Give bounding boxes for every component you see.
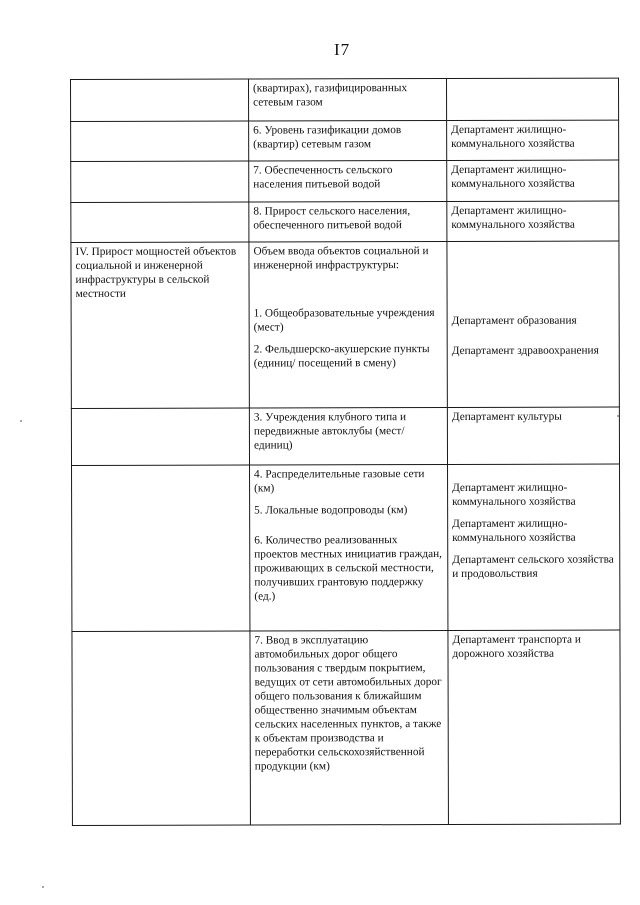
measure-text: 6. Уровень газификации домов (квартир) сетевым газом <box>253 124 402 151</box>
measure-text: 3. Учреждения клубного типа и передвижные автоклубы (мест/единиц) <box>253 411 407 452</box>
department-cell <box>447 201 619 241</box>
table-row <box>71 241 619 408</box>
department-text: Департамент образования <box>451 314 577 328</box>
indicator-cell: IV. Прирост мощностей объектов социальной и инженерной инфраструктуры в сельской местности <box>71 242 249 408</box>
measure-text: 8. Прирост сельского населения, обеспеченного питьевой водой <box>253 205 411 232</box>
indicator-cell <box>71 161 249 202</box>
program-indicators-table <box>70 78 621 826</box>
measure-cell <box>250 465 448 632</box>
department-text: Департамент транспорта и дорожного хозяйства <box>452 633 581 661</box>
measure-text: (квартирах), газифицированных сетевым газом <box>253 82 408 109</box>
table-row <box>71 78 619 121</box>
table-row <box>71 201 619 242</box>
measure-intro-text: Объем ввода объектов социальной и инженерной инфраструктуры: <box>253 245 429 272</box>
department-text: Департамент сельского хозяйства и продовольствия <box>452 553 614 581</box>
measure-cell <box>249 161 447 203</box>
department-cell <box>447 241 619 407</box>
department-text: Департамент жилищно-коммунального хозяйства <box>451 204 575 232</box>
measure-text: 7. Обеспеченность сельского населения питьевой водой <box>253 164 393 191</box>
measure-cell <box>249 242 447 409</box>
department-cell <box>447 120 619 160</box>
department-text: Департамент культуры <box>451 410 562 424</box>
indicator-cell <box>72 631 251 825</box>
measure-text: 4. Распределительные газовые сети (км) <box>254 468 425 495</box>
department-cell <box>447 160 619 201</box>
table-row <box>71 407 619 465</box>
measure-text: 6. Количество реализованных проектов местных инициатив граждан, проживающих в сельской местности, получивших грантовую поддержку (ед.) <box>254 534 443 603</box>
indicator-cell <box>71 202 249 242</box>
department-cell <box>447 407 619 464</box>
indicator-cell <box>71 121 249 161</box>
table-row <box>72 464 620 631</box>
table-row <box>71 120 619 161</box>
department-text: Департамент жилищно-коммунального хозяйства <box>452 481 576 509</box>
department-text: Департамент жилищно-коммунального хозяйства <box>451 163 575 191</box>
scan-speck <box>42 886 44 888</box>
table-row <box>72 630 621 825</box>
department-text: Департамент жилищно-коммунального хозяйства <box>451 123 575 151</box>
indicator-cell <box>71 79 249 121</box>
measure-text: 2. Фельдшерско-акушерские пункты (единиц/ посещений в смену) <box>253 343 430 370</box>
measure-text: 7. Ввод в эксплуатацию автомобильных дорог общего пользования с твердым покрытием, ведущих от сети автомобильных дорог общего пользования к ближайшим общественно значимым объектам сельских населенных пунктов, а также к объектам производства и переработки сельскохозяйственной продукции (км) <box>254 634 442 773</box>
department-cell <box>448 464 620 630</box>
measure-cell <box>249 202 447 243</box>
department-cell <box>448 630 621 824</box>
measure-cell <box>249 79 447 122</box>
scan-speck <box>617 415 619 417</box>
measure-text: 5. Локальные водопроводы (км) <box>254 504 408 517</box>
department-text: Департамент жилищно-коммунального хозяйства <box>452 517 576 545</box>
indicator-cell <box>72 465 250 631</box>
scan-speck <box>20 420 22 422</box>
department-text: Департамент здравоохранения <box>451 344 599 358</box>
department-cell <box>447 78 619 120</box>
measure-cell <box>249 121 447 162</box>
measure-text: 1. Общеобразовательные учреждения (мест) <box>253 307 435 334</box>
table-row <box>71 160 619 202</box>
measure-cell <box>249 408 447 466</box>
measure-cell <box>250 631 449 826</box>
page-number: I7 <box>334 40 351 59</box>
indicator-cell <box>71 408 249 465</box>
